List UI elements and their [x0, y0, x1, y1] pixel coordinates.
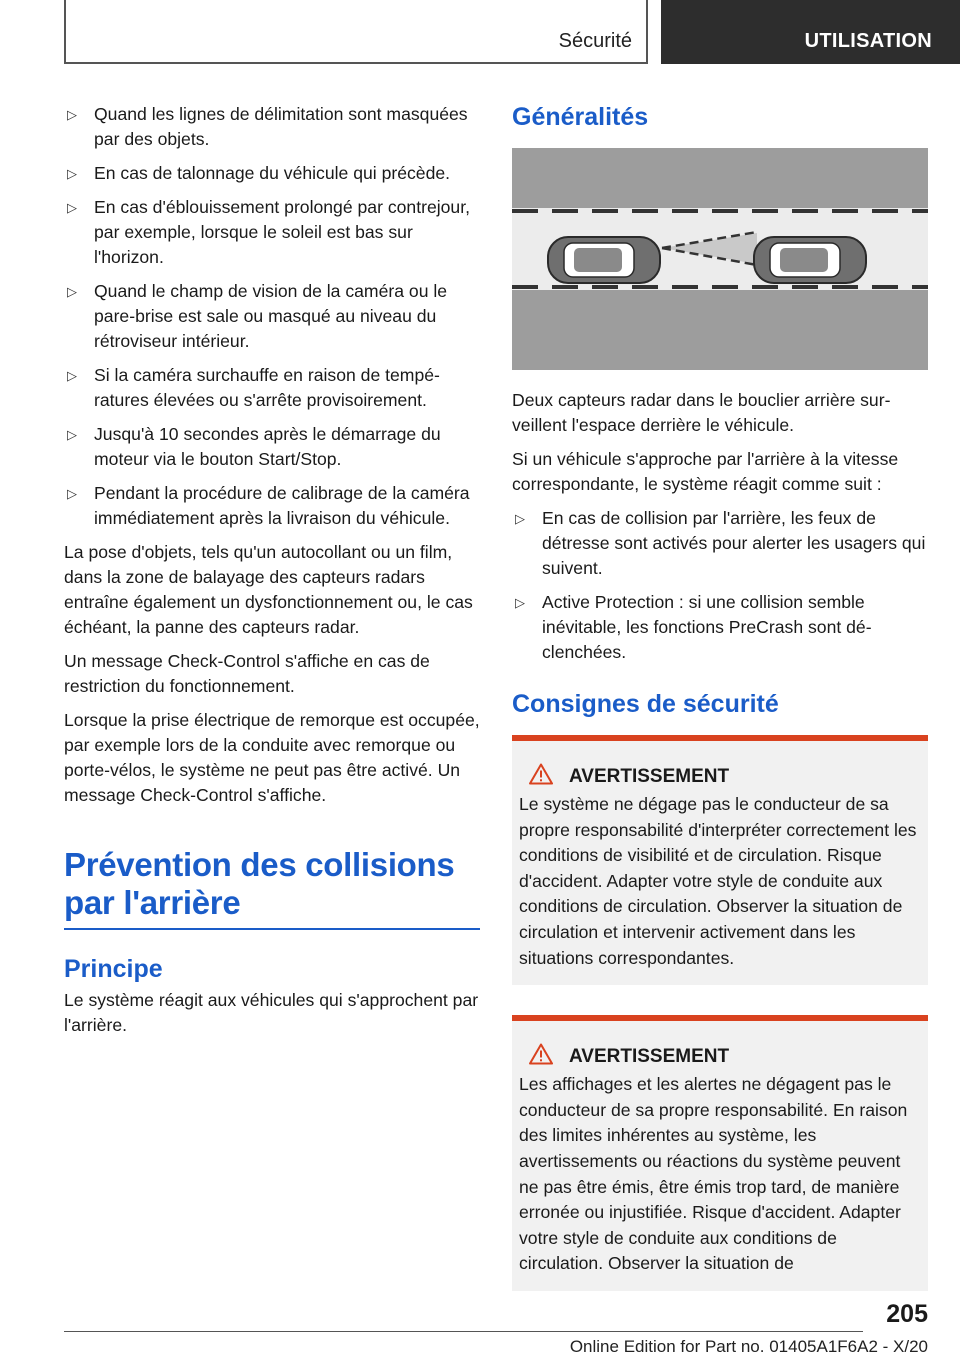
- list-item: ▷ Pendant la procédure de calibrage de la caméra immédiatement après la livraison du véhicule.: [67, 483, 470, 528]
- warning-box: [512, 735, 928, 985]
- triangle-bullet-icon: ▷: [515, 511, 525, 526]
- warning-title: AVERTISSEMENT: [569, 1046, 730, 1068]
- reaction-list: [512, 506, 928, 665]
- list-item: ▷ Active Protection : si une collision semble inévitable, les fonctions PreCrash sont déclenchées.: [515, 592, 872, 662]
- following-car-icon: [548, 237, 660, 283]
- triangle-bullet-icon: ▷: [67, 166, 77, 181]
- list-item: ▷ Quand le champ de vision de la caméra ou le pare-brise est sale ou masqué au niveau du rétroviseur intérieur.: [67, 281, 448, 351]
- triangle-bullet-icon: ▷: [67, 200, 77, 215]
- triangle-bullet-icon: ▷: [67, 284, 77, 299]
- warning-triangle-icon: [529, 1043, 553, 1065]
- ego-car-icon: [754, 237, 866, 283]
- paragraph: Lorsque la prise électrique de remorque est occupée, par exemple lors de la conduite avec remorque ou porte-vélos, le système ne peut pas être activé. Un message Check-Control s'affiche.: [64, 710, 480, 805]
- warning-text: Les affichages et les alertes ne dégagent pas le conducteur de sa propre responsabilité. En raison des limites inhérentes au système, les avertissements ou réactions du système peuvent ne pas être émis, être émis trop tard, de manière erronée ou injustifiée. Risque d'accident. Adapter votre style de conduite aux conditions de circulation. Observer la situation de: [519, 1074, 908, 1274]
- warning-triangle-icon: [529, 763, 553, 785]
- limitations-list: [64, 102, 480, 531]
- list-item: ▷ En cas de collision par l'arrière, les feux de détresse sont activés pour alerter les usagers qui suivent.: [515, 508, 926, 578]
- list-item: ▷ En cas de talonnage du véhicule qui précède.: [64, 161, 480, 186]
- principle-text: Le système réagit aux véhicules qui s'approchent par l'arrière.: [64, 990, 479, 1035]
- triangle-bullet-icon: ▷: [67, 427, 77, 442]
- right-column: [512, 102, 928, 1291]
- edition-note: Online Edition for Part no. 01405A1F6A2 - X/20: [569, 1337, 928, 1356]
- safety-heading: Consignes de sécurité: [512, 690, 779, 718]
- triangle-bullet-icon: ▷: [67, 107, 77, 122]
- triangle-bullet-icon: ▷: [67, 486, 77, 501]
- rear-radar-illustration: [512, 148, 928, 370]
- page-number: 205: [886, 1300, 928, 1328]
- chapter-label: UTILISATION: [804, 30, 932, 52]
- list-item: ▷ Quand les lignes de délimitation sont masquées par des objets.: [67, 104, 468, 149]
- triangle-bullet-icon: ▷: [515, 595, 525, 610]
- section-label: Sécurité: [558, 30, 632, 52]
- header-section-box: [64, 0, 648, 64]
- triangle-bullet-icon: ▷: [67, 368, 77, 383]
- left-column: [64, 102, 480, 1047]
- warning-title: AVERTISSEMENT: [569, 766, 730, 787]
- list-item: ▷ Jusqu'à 10 secondes après le démarrage du moteur via le bouton Start/Stop.: [67, 424, 441, 469]
- footer-rule: [64, 1331, 863, 1332]
- paragraph: La pose d'objets, tels qu'un autocollant ou un film, dans la zone de balayage des capteurs radars entraîne également un dysfonctionnement ou, le cas échéant, la panne des capteurs radar.: [64, 542, 473, 637]
- general-text: Deux capteurs radar dans le bouclier arrière surveillent l'espace derrière le véhicule.: [512, 390, 891, 435]
- paragraph: Un message Check-Control s'affiche en cas de restriction du fonctionnement.: [64, 651, 430, 696]
- section-heading: Prévention des collisions par l'arrière: [64, 846, 480, 930]
- warning-text: Le système ne dégage pas le conducteur de sa propre responsabilité d'interpréter correctement les conditions de visibilité et de circulation. Risque d'accident. Adapter votre style de conduite aux conditions de circulation. Observer la situation de circulation et intervenir activement dans les situations correspondantes.: [519, 794, 917, 968]
- principle-heading: Principe: [64, 955, 163, 983]
- list-item: ▷ En cas d'éblouissement prolongé par contrejour, par exemple, lorsque le soleil est bas sur l'horizon.: [67, 197, 470, 267]
- general-text: Si un véhicule s'approche par l'arrière à la vitesse correspondante, le système réagit comme suit :: [512, 449, 899, 494]
- general-heading: Généralités: [512, 103, 649, 131]
- warning-box: [512, 1015, 928, 1291]
- chapter-tab: [661, 0, 960, 64]
- list-item: ▷ Si la caméra surchauffe en raison de températures élevées ou s'arrête provisoirement.: [67, 365, 440, 410]
